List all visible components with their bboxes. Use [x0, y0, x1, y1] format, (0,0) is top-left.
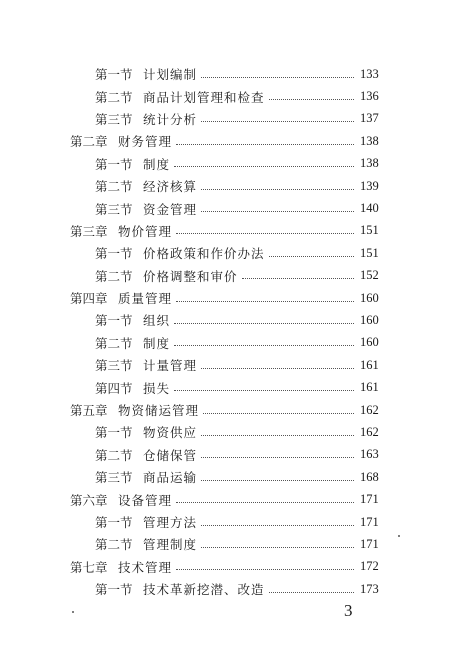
leader-dots — [176, 233, 354, 234]
toc-entry — [0, 533, 450, 555]
entry-page: 151 — [360, 223, 379, 238]
leader-dots — [269, 99, 354, 100]
entry-page: 162 — [360, 424, 379, 439]
leader-dots — [176, 569, 354, 570]
entry-title: 损失 — [143, 380, 171, 396]
entry-label: 第一节 — [95, 246, 133, 262]
entry-label: 第二节 — [95, 335, 133, 351]
entry-label: 第一节 — [95, 313, 133, 329]
toc-entry — [0, 197, 450, 219]
entry-page: 152 — [360, 268, 379, 283]
entry-page: 160 — [360, 290, 379, 305]
toc-entry — [0, 578, 450, 600]
entry-page: 171 — [360, 492, 379, 507]
entry-label: 第三节 — [95, 111, 133, 127]
entry-page: 160 — [360, 335, 379, 350]
entry-label: 第一节 — [95, 67, 133, 83]
leader-dots — [176, 502, 354, 503]
leader-dots — [201, 189, 354, 190]
toc-entry — [0, 354, 450, 376]
entry-label: 第一节 — [95, 515, 133, 530]
entry-label: 第二节 — [95, 447, 133, 463]
leader-dots — [269, 592, 354, 593]
entry-page: 162 — [360, 402, 379, 417]
toc-chapter-entry — [0, 287, 450, 309]
toc-chapter-entry — [0, 220, 450, 242]
entry-label: 第七章 — [70, 559, 108, 575]
entry-page: 173 — [360, 581, 379, 596]
entry-title: 经济核算 — [143, 179, 198, 195]
entry-title: 商品运输 — [143, 470, 198, 486]
leader-dots — [176, 301, 354, 302]
entry-label: 第二节 — [95, 89, 133, 105]
leader-dots — [201, 457, 354, 458]
toc-entry — [0, 309, 450, 331]
entry-label: 第三节 — [95, 358, 133, 374]
entry-page: 161 — [360, 357, 379, 372]
entry-label: 第一节 — [95, 582, 133, 598]
entry-title: 设备管理 — [118, 492, 173, 508]
entry-page: 137 — [360, 111, 379, 126]
toc-entry — [0, 242, 450, 264]
entry-label: 第四章 — [70, 291, 108, 307]
entry-page: 136 — [360, 89, 379, 104]
entry-label: 第五章 — [70, 403, 108, 419]
entry-page: 163 — [360, 447, 379, 462]
scan-speck — [72, 611, 74, 613]
leader-dots — [201, 525, 354, 526]
entry-label: 第三节 — [95, 201, 133, 217]
leader-dots — [174, 390, 354, 391]
entry-page: 160 — [360, 312, 379, 327]
entry-page: 171 — [360, 536, 379, 551]
leader-dots — [201, 368, 354, 369]
entry-title: 价格政策和作价办法 — [143, 246, 265, 262]
leader-dots — [174, 166, 354, 167]
entry-title: 物价管理 — [118, 223, 173, 239]
toc-entry — [0, 63, 450, 85]
entry-page: 140 — [360, 201, 379, 216]
entry-title: 组织 — [143, 313, 171, 329]
leader-dots — [201, 547, 354, 548]
leader-dots — [203, 413, 354, 414]
entry-title: 物资储运管理 — [118, 403, 200, 419]
leader-dots — [174, 345, 354, 346]
toc-entry — [0, 511, 450, 533]
toc-chapter-entry — [0, 399, 450, 421]
toc-chapter-entry — [0, 130, 450, 152]
entry-title: 管理方法 — [143, 515, 198, 530]
scan-speck — [398, 535, 400, 537]
page-number: 3 — [344, 601, 353, 620]
entry-title: 仓储保管 — [143, 447, 198, 463]
entry-page: 151 — [360, 245, 379, 260]
leader-dots — [176, 144, 354, 145]
toc-entry — [0, 108, 450, 130]
entry-page: 138 — [360, 133, 379, 148]
entry-label: 第四节 — [95, 380, 133, 396]
leader-dots — [201, 480, 354, 481]
entry-title: 制度 — [143, 156, 171, 172]
entry-label: 第三章 — [70, 223, 108, 239]
toc-entry — [0, 444, 450, 466]
entry-title: 计划编制 — [143, 67, 198, 83]
entry-page: 172 — [360, 559, 379, 574]
table-of-contents — [0, 63, 450, 600]
toc-entry — [0, 153, 450, 175]
entry-title: 质量管理 — [118, 291, 173, 307]
entry-title: 管理制度 — [143, 537, 198, 553]
toc-entry — [0, 466, 450, 488]
entry-page: 161 — [360, 380, 379, 395]
entry-label: 第二章 — [70, 134, 108, 150]
entry-label: 第一节 — [95, 156, 133, 172]
entry-title: 商品计划管理和检查 — [143, 89, 265, 105]
leader-dots — [174, 323, 354, 324]
toc-chapter-entry — [0, 556, 450, 578]
entry-title: 技术管理 — [118, 559, 173, 575]
toc-chapter-entry — [0, 488, 450, 510]
entry-title: 统计分析 — [143, 111, 198, 127]
entry-title: 物资供应 — [143, 425, 198, 441]
toc-entry — [0, 332, 450, 354]
entry-title: 价格调整和审价 — [143, 268, 238, 284]
leader-dots — [201, 77, 354, 78]
leader-dots — [242, 278, 354, 279]
leader-dots — [201, 435, 354, 436]
entry-label: 第二节 — [95, 537, 133, 553]
entry-title: 制度 — [143, 335, 171, 351]
leader-dots — [201, 211, 354, 212]
entry-page: 138 — [360, 156, 379, 171]
entry-title: 计量管理 — [143, 358, 198, 374]
entry-label: 第六章 — [70, 492, 108, 508]
entry-label: 第三节 — [95, 470, 133, 486]
toc-entry — [0, 175, 450, 197]
entry-page: 171 — [360, 514, 379, 529]
entry-label: 第二节 — [95, 179, 133, 195]
leader-dots — [201, 121, 354, 122]
entry-page: 168 — [360, 469, 379, 484]
entry-title: 技术革新挖潜、改造 — [143, 582, 265, 598]
entry-page: 133 — [360, 66, 379, 81]
entry-page: 139 — [360, 178, 379, 193]
entry-label: 第二节 — [95, 268, 133, 284]
toc-entry — [0, 85, 450, 107]
toc-entry — [0, 265, 450, 287]
entry-label: 第一节 — [95, 425, 133, 441]
entry-title: 财务管理 — [118, 134, 173, 150]
leader-dots — [269, 256, 354, 257]
toc-entry — [0, 376, 450, 398]
entry-title: 资金管理 — [143, 201, 198, 217]
toc-entry — [0, 421, 450, 443]
